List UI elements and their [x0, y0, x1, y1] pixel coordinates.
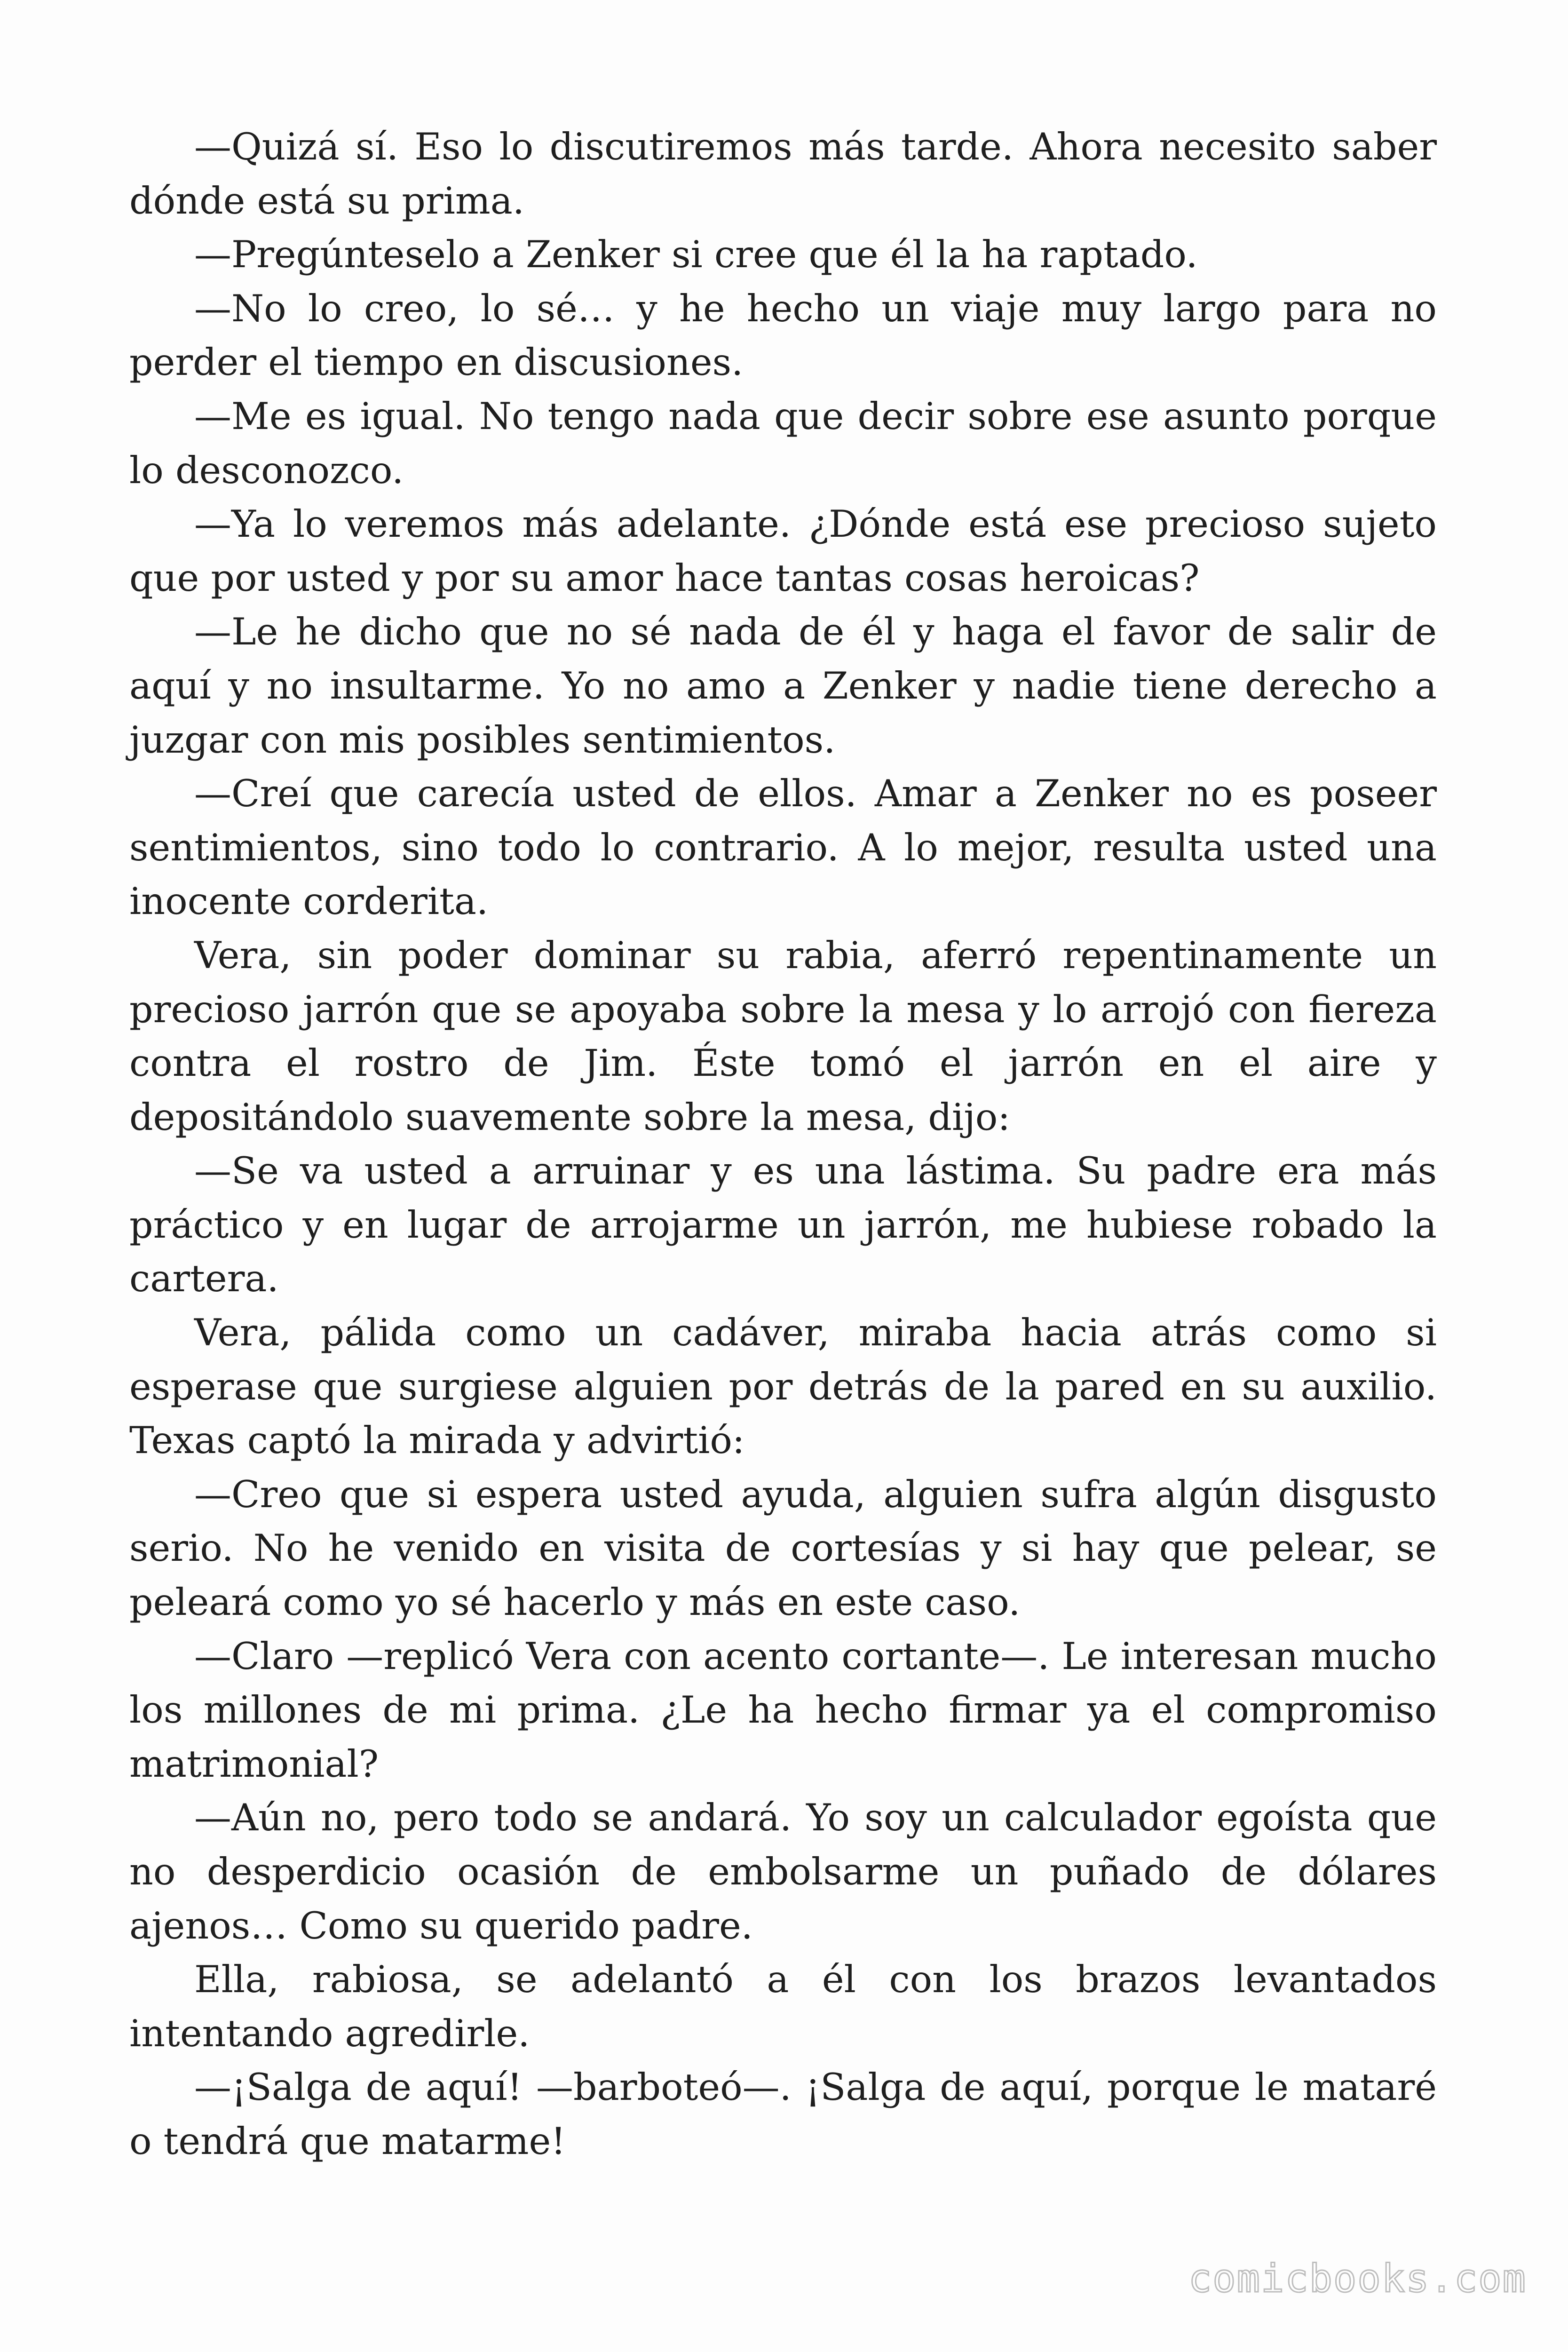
paragraph: —Creo que si espera usted ayuda, alguien sufra algún disgusto serio. No he venido en visita de cortesías y si hay que pelear, se peleará como yo sé hacerlo y más en este caso. — [129, 1472, 1437, 1624]
paragraph: —Le he dicho que no sé nada de él y haga el favor de salir de aquí y no insultarme. Yo no amo a Zenker y nadie tiene derecho a juzgar con mis posibles sentimientos. — [129, 610, 1437, 762]
site-watermark: comicbooks.com — [1188, 2257, 1527, 2301]
paragraph: Vera, sin poder dominar su rabia, aferró repentinamente un precioso jarrón que se apoyaba sobre la mesa y lo arrojó con fiereza contra el rostro de Jim. Éste tomó el jarrón en el aire y depositándolo suavemente sobre la mesa, dijo: — [129, 933, 1437, 1139]
paragraph: —Pregúnteselo a Zenker si cree que él la ha raptado. — [194, 233, 1198, 277]
page-body-text — [129, 120, 1437, 2169]
paragraph: —Aún no, pero todo se andará. Yo soy un calculador egoísta que no desperdicio ocasión de embolsarme un puñado de dólares ajenos… Como su querido padre. — [129, 1796, 1437, 1947]
paragraph: —Creí que carecía usted de ellos. Amar a Zenker no es poseer sentimientos, sino todo lo contrario. A lo mejor, resulta usted una inocente corderita. — [129, 772, 1437, 923]
paragraph: Ella, rabiosa, se adelantó a él con los brazos levantados intentando agredirle. — [129, 1958, 1437, 2055]
paragraph: —Ya lo veremos más adelante. ¿Dónde está ese precioso sujeto que por usted y por su amor hace tantas cosas heroicas? — [129, 502, 1437, 600]
paragraph: —Claro —replicó Vera con acento cortante—. Le interesan mucho los millones de mi prima. ¿Le ha hecho firmar ya el compromiso matrimonial? — [129, 1634, 1437, 1786]
paragraph: —Me es igual. No tengo nada que decir sobre ese asunto porque lo desconozco. — [129, 394, 1437, 492]
paragraph: —No lo creo, lo sé… y he hecho un viaje muy largo para no perder el tiempo en discusiones. — [129, 286, 1437, 384]
paragraph: —Se va usted a arruinar y es una lástima. Su padre era más práctico y en lugar de arrojarme un jarrón, me hubiese robado la cartera. — [129, 1149, 1437, 1301]
paragraph: —¡Salga de aquí! —barboteó—. ¡Salga de aquí, porque le mataré o tendrá que matarme! — [129, 2066, 1437, 2163]
paragraph: —Quizá sí. Eso lo discutiremos más tarde. Ahora necesito saber dónde está su prima. — [129, 125, 1437, 222]
paragraph: Vera, pálida como un cadáver, miraba hacia atrás como si esperase que surgiese alguien por detrás de la pared en su auxilio. Texas captó la mirada y advirtió: — [129, 1311, 1437, 1462]
